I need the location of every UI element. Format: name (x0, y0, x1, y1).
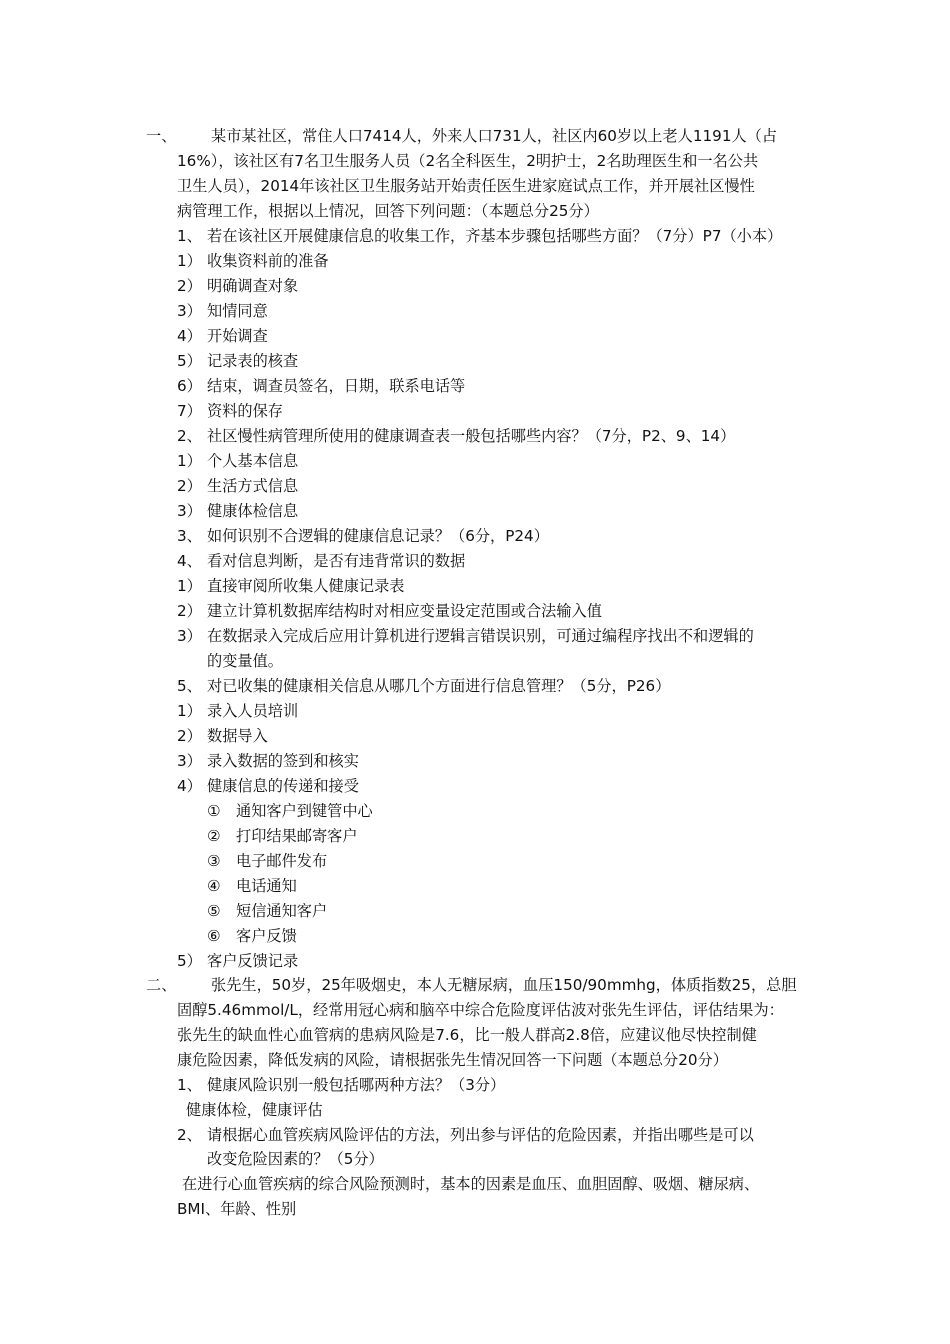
list-item-text: 开始调查 (207, 327, 268, 345)
list-item-number: 1） (177, 252, 202, 270)
section-2-marker: 二、 (146, 976, 177, 994)
list-item-text: 客户反馈记录 (207, 952, 299, 970)
sub-item-number: ⑤ (207, 902, 221, 920)
list-item-number: 3） (177, 502, 202, 520)
list-item-number: 2） (177, 277, 202, 295)
answer-text: 健康体检，健康评估 (186, 1101, 323, 1119)
sub-item-text: 客户反馈 (236, 927, 297, 945)
list-item-number: 5） (177, 352, 202, 370)
list-item-text: 直接审阅所收集人健康记录表 (207, 577, 405, 595)
question-number: 1、 (177, 1076, 202, 1094)
sub-item-text: 电话通知 (236, 877, 297, 895)
question-text: 健康风险识别一般包括哪两种方法？（3分） (207, 1076, 506, 1094)
sub-item-text: 电子邮件发布 (236, 852, 328, 870)
question-number: 4、 (177, 552, 202, 570)
section-2-para-line: 张先生的缺血性心血管病的患病风险是7.6，比一般人群高2.8倍，应建议他尽快控制健 (177, 1026, 757, 1044)
question-text: 看对信息判断，是否有违背常识的数据 (207, 552, 466, 570)
list-item-text: 健康体检信息 (207, 502, 299, 520)
list-item-number: 4） (177, 777, 202, 795)
list-item-text: 生活方式信息 (207, 477, 299, 495)
section-2-para-line: 康危险因素，降低发病的风险，请根据张先生情况回答一下问题（本题总分20分） (177, 1051, 728, 1069)
list-item-number: 1） (177, 577, 202, 595)
list-item-number: 4） (177, 327, 202, 345)
list-item-text: 个人基本信息 (207, 452, 299, 470)
answer-text: 在进行心血管疾病的综合风险预测时，基本的因素是血压、血胆固醇、吸烟、糖尿病、 (182, 1175, 760, 1193)
list-item-number: 2） (177, 727, 202, 745)
list-item-text: 数据导入 (207, 727, 268, 745)
list-item-number: 2） (177, 602, 202, 620)
list-item-text: 建立计算机数据库结构时对相应变量设定范围或合法输入值 (207, 602, 602, 620)
question-number: 3、 (177, 527, 202, 545)
sub-item-text: 打印结果邮寄客户 (236, 827, 358, 845)
list-item-number: 6） (177, 377, 202, 395)
section-2-para-line: 张先生，50岁，25年吸烟史，本人无糖尿病，血压150/90mmhg，体质指数25，总胆 (211, 976, 797, 994)
list-item-text: 结束，调查员签名，日期，联系电话等 (207, 377, 466, 395)
section-1-marker: 一、 (146, 127, 177, 145)
list-item-continuation: 的变量值。 (207, 652, 283, 670)
list-item-text: 录入数据的签到和核实 (207, 752, 359, 770)
sub-item-text: 通知客户到键管中心 (236, 802, 373, 820)
list-item-text: 健康信息的传递和接受 (207, 777, 359, 795)
list-item-number: 3） (177, 627, 202, 645)
question-number: 2、 (177, 1126, 202, 1144)
question-text: 若在该社区开展健康信息的收集工作，齐基本步骤包括哪些方面？（7分）P7（小本） (207, 227, 783, 245)
list-item-number: 3） (177, 302, 202, 320)
list-item-number: 1） (177, 452, 202, 470)
sub-item-number: ① (207, 802, 221, 820)
question-text: 社区慢性病管理所使用的健康调查表一般包括哪些内容？（7分，P2、9、14） (207, 427, 736, 445)
question-text: 请根据心血管疾病风险评估的方法，列出参与评估的危险因素，并指出哪些是可以 (207, 1126, 754, 1144)
question-text: 如何识别不合逻辑的健康信息记录？（6分，P24） (207, 527, 549, 545)
list-item-number: 5） (177, 952, 202, 970)
list-item-text: 记录表的核查 (207, 352, 299, 370)
section-1-para-line: 某市某社区，常住人口7414人，外来人口731人，社区内60岁以上老人1191人（占 (211, 127, 778, 145)
list-item-number: 1） (177, 702, 202, 720)
section-2-para-line: 固醇5.46mmol/L，经常用冠心病和脑卒中综合危险度评估波对张先生评估，评估结果为： (177, 1001, 784, 1019)
list-item-text: 知情同意 (207, 302, 268, 320)
question-text: 对已收集的健康相关信息从哪几个方面进行信息管理？（5分，P26） (207, 677, 671, 695)
question-continuation: 改变危险因素的？（5分） (207, 1150, 384, 1168)
section-1-para-line: 16%），该社区有7名卫生服务人员（2名全科医生，2明护士，2名助理医生和一名公共 (177, 152, 759, 170)
question-number: 2、 (177, 427, 202, 445)
list-item-number: 3） (177, 752, 202, 770)
section-1-para-line: 卫生人员），2014年该社区卫生服务站开始责任医生进家庭试点工作，并开展社区慢性 (177, 177, 755, 195)
sub-item-text: 短信通知客户 (236, 902, 328, 920)
sub-item-number: ⑥ (207, 927, 221, 945)
sub-item-number: ④ (207, 877, 221, 895)
list-item-text: 明确调查对象 (207, 277, 299, 295)
list-item-text: 资料的保存 (207, 402, 283, 420)
question-number: 5、 (177, 677, 202, 695)
sub-item-number: ② (207, 827, 221, 845)
list-item-text: 收集资料前的准备 (207, 252, 329, 270)
list-item-number: 7） (177, 402, 202, 420)
answer-text: BMI、年龄、性别 (177, 1200, 297, 1218)
list-item-number: 2） (177, 477, 202, 495)
list-item-text: 在数据录入完成后应用计算机进行逻辑言错误识别，可通过编程序找出不和逻辑的 (207, 627, 754, 645)
section-1-para-line: 病管理工作，根据以上情况，回答下列问题：（本题总分25分） (177, 202, 599, 220)
question-number: 1、 (177, 227, 202, 245)
sub-item-number: ③ (207, 852, 221, 870)
list-item-text: 录入人员培训 (207, 702, 299, 720)
